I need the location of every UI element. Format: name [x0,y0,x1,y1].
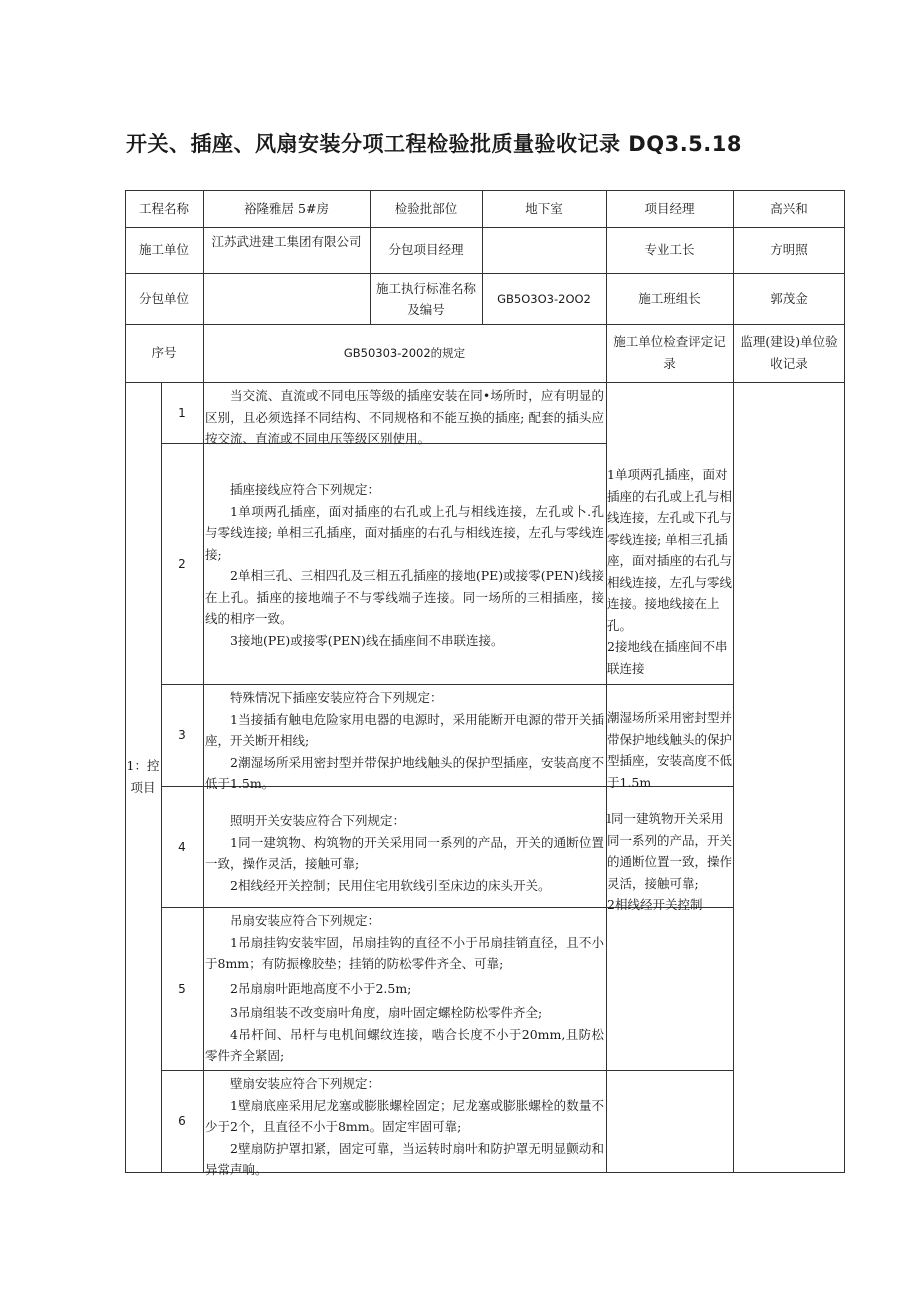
spec-line: 1壁扇底座采用尼龙塞或膨胀螺栓固定；尼龙塞或膨胀螺栓的数量不少于2个，且直径不小于8mm。固定牢固可靠; [205,1097,604,1134]
spec-line: 2壁扇防护罩扣紧，固定可靠，当运转时扇叶和防护罩无明显颤动和异常声响。 [205,1140,604,1177]
item-5-spec [203,908,606,1069]
inspection-form-table [125,190,845,1177]
item-number: 3 [178,728,186,742]
standard-name-label: 施工执行标准名称及编号 [376,280,477,317]
spec-line: 当交流、直流或不同电压等级的插座安装在同•场所时，应有明显的区别，且必须选择不同结构、不同规格和不能互换的插座; 配套的插头应按交流、直流或不同电压等级区别使用。 [205,388,604,446]
construction-unit-value: 江苏武进建工集团有限公司 [211,234,362,249]
item-2-spec [203,477,606,684]
record-line: 潮湿场所采用密封型并带保护地线触头的保护型插座，安装高度不低于1.5m [607,710,733,790]
supervision-record-header: 监理(建设)单位验收记录 [740,334,838,371]
team-leader-value: 郭茂金 [770,290,808,306]
spec-line: 2吊扇扇叶距地高度不小于2.5m; [230,980,412,996]
item-number: 1 [178,405,186,420]
subcontract-manager-label: 分包项目经理 [388,242,464,257]
item-3-check-record [606,707,733,790]
spec-line: 2潮湿场所采用密封型并带保护地线触头的保护型插座，安装高度不低于1.5m。 [205,754,604,791]
spec-line: 4吊杆间、吊杆与电机间螺纹连接，啮合长度不小于20mm,且防松零件齐全紧固; [205,1026,604,1063]
record-line: 1单项两孔插座，面对插座的右孔或上孔与相线连接，左孔或下孔与零线连接; 单相三孔插座，面对插座的右孔与相线连接，左孔与零线连接。接地线接在上孔。 [607,467,733,633]
project-name-value: 裕隆雅居 5#房 [244,200,329,216]
spec-line: 3吊扇组装不改变扇叶角度，扇叶固定螺栓防松零件齐全; [230,1005,543,1020]
item-2-check-record [606,464,733,684]
spec-line: 2相线经开关控制；民用住宅用软线引至床边的床头开关。 [230,877,551,893]
record-line: l同一建筑物开关采用同一系列的产品，开关的通断位置一致，操作灵活，接触可靠; [607,811,733,891]
inspection-location-value: 地下室 [525,200,563,216]
spec-line: 2单相三孔、三相四孔及三相五孔插座的接地(PE)或接零(PEN)线接在上孔。插座的接地端子不与零线端子连接。同一场所的三相插座，接线的相序一致。 [205,568,604,626]
spec-line: 1单项两孔插座，面对插座的右孔或上孔与相线连接，左孔或卜.孔与零线连接; 单相三孔插座，面对插座的右孔与相线连接，左孔与零线连接; [205,503,604,562]
spec-line: 插座接线应符合下列规定： [230,482,381,497]
item-3-spec [203,685,606,791]
spec-line: 1吊扇挂钩安装牢固，吊扇挂钩的直径不小于吊扇挂销直径，且不小于8mm；有防振橡胶垫；挂销的防松零件齐全、可靠; [205,934,604,971]
spec-line: 3接地(PE)或接零(PEN)线在插座间不串联连接。 [230,632,504,648]
record-line: 2相线经开关控制 [607,897,703,912]
item-number: 5 [178,981,186,996]
item-number: 2 [178,556,186,571]
item-number: 4 [178,839,186,854]
spec-header: GB50303-2002的规定 [343,346,466,360]
spec-line: 1同一建筑物、构筑物的开关采用同一系列的产品，开关的通断位置一致，操作灵活，接触可靠; [205,834,604,871]
spec-line: 吊扇安装应符合下列规定： [230,913,381,928]
team-leader-label: 施工班组长 [638,290,701,306]
check-record-header: 施工单位检查评定记录 [613,334,726,371]
page-title: 开关、插座、风扇安装分项工程检验批质量验收记录 DQ3.5.18 [126,132,742,156]
seq-header: 序号 [151,345,177,360]
foreman-label: 专业工长 [644,242,695,257]
construction-unit-label: 施工单位 [138,242,189,257]
inspection-location-label: 检验批部位 [394,200,458,216]
spec-line [205,1067,604,1070]
subcontract-manager-value [482,227,606,273]
subcontract-unit-label: 分包单位 [138,290,189,306]
spec-line: 壁扇安装应符合下列规定： [230,1076,381,1091]
foreman-value: 方明照 [770,242,808,257]
spec-line: 照明开关安装应符合下列规定： [230,813,406,828]
main-control-items-label: 1：控项目 [126,758,160,795]
spec-line: 1当接插有触电危险家用电器的电源时，采用能断开电源的带开关插座，开关断开相线; [205,711,604,748]
item-number: 6 [178,1114,186,1128]
item-4-spec [203,808,606,907]
spec-line: 特殊情况下插座安装应符合下列规定： [230,690,443,705]
item-6-spec [203,1071,606,1177]
project-manager-label: 项目经理 [644,200,695,216]
project-name-label: 工程名称 [138,200,189,216]
project-manager-value: 高兴和 [770,200,808,216]
standard-code-value: GB5O3O3-2OO2 [497,291,591,306]
item-1-spec [203,383,606,446]
record-line: 2接地线在插座间不串联连接 [607,639,728,676]
item-4-check-record [606,808,733,912]
